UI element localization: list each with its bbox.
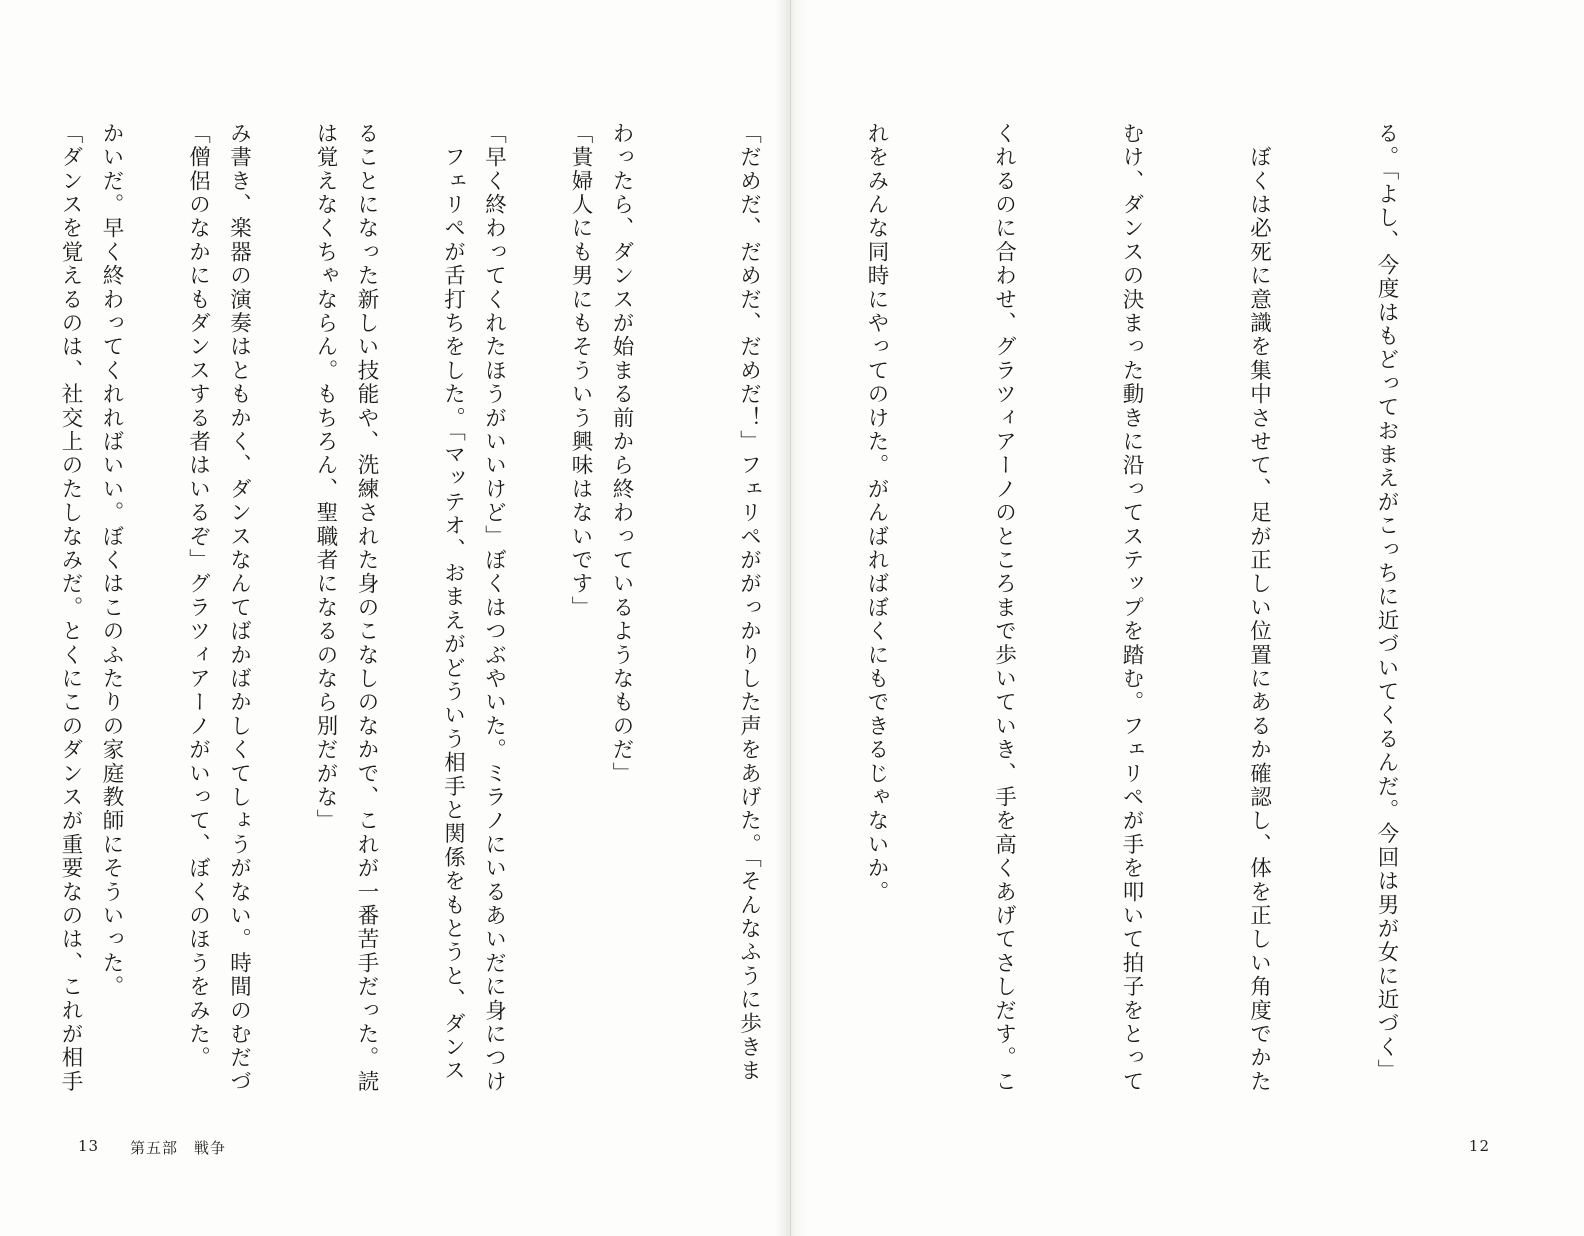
- text-line: る。「よし、今度はもどっておまえがこっちに近づいてくるんだ。今回は男が女に近づく」: [1374, 122, 1399, 1083]
- text-line: 「早く終わってくれたほうがいいけど」ぼくはつぶやいた。ミラノにいるあいだに身につけ: [481, 122, 507, 1094]
- text-line: くれるのに合わせ、グラツィアーノのところまで歩いていき、手を高くあげてさしだす。こ: [991, 122, 1017, 1094]
- running-head: 第五部 戦争: [130, 1139, 227, 1157]
- text-line: わったら、ダンスが始まる前から終わっているようなものだ」: [609, 122, 634, 786]
- text-line: 「僧侶のなかにもダンスする者はいるぞ」グラツィアーノがいって、ぼくのほうをみた。: [185, 122, 211, 1070]
- text-line: ることになった新しい技能や、洗練された身のこなしのなかで、これが一番苦手だった。読: [354, 122, 379, 1094]
- text-line: れをみんな同時にやってのけた。がんばればぼくにもできるじゃないか。: [864, 122, 889, 905]
- text-line: フェリペが舌打ちをした。「マッテオ、おまえがどういう相手と関係をもとうと、ダンス: [440, 122, 466, 1083]
- book-gutter: [776, 0, 806, 1236]
- text-line: 「貴婦人にも男にもそういう興味はないです」: [568, 122, 593, 620]
- text-line: 「だめだ、だめだ、だめだ！」フェリペががっかりした声をあげた。「そんなふうに歩きま: [736, 122, 762, 1083]
- text-line: 「ダンスを覚えるのは、社交上のたしなみだ。とくにこのダンスが重要なのは、これが相手: [58, 122, 83, 1094]
- page-number-right: 12: [1468, 1137, 1490, 1155]
- text-line: かいだ。早く終わってくれればいい。ぼくはこのふたりの家庭教師にそういった。: [99, 122, 124, 999]
- gutter-divider: [790, 0, 791, 1236]
- text-line: [0, 122, 5, 1112]
- text-line: み書き、楽器の演奏はともかく、ダンスなんてばかばかしくてしょうがない。時間のむだづ: [226, 122, 252, 1094]
- page-number-left: 13: [78, 1137, 100, 1155]
- text-line: ぼくは必死に意識を集中させて、足が正しい位置にあるか確認し、体を正しい角度でかた: [1246, 122, 1272, 1094]
- text-line: は覚えなくちゃならん。もちろん、聖職者になるのなら別だがな」: [313, 122, 338, 833]
- text-line: むけ、ダンスの決まった動きに沿ってステップを踏む。フェリペが手を叩いて拍子をとって: [1119, 122, 1144, 1094]
